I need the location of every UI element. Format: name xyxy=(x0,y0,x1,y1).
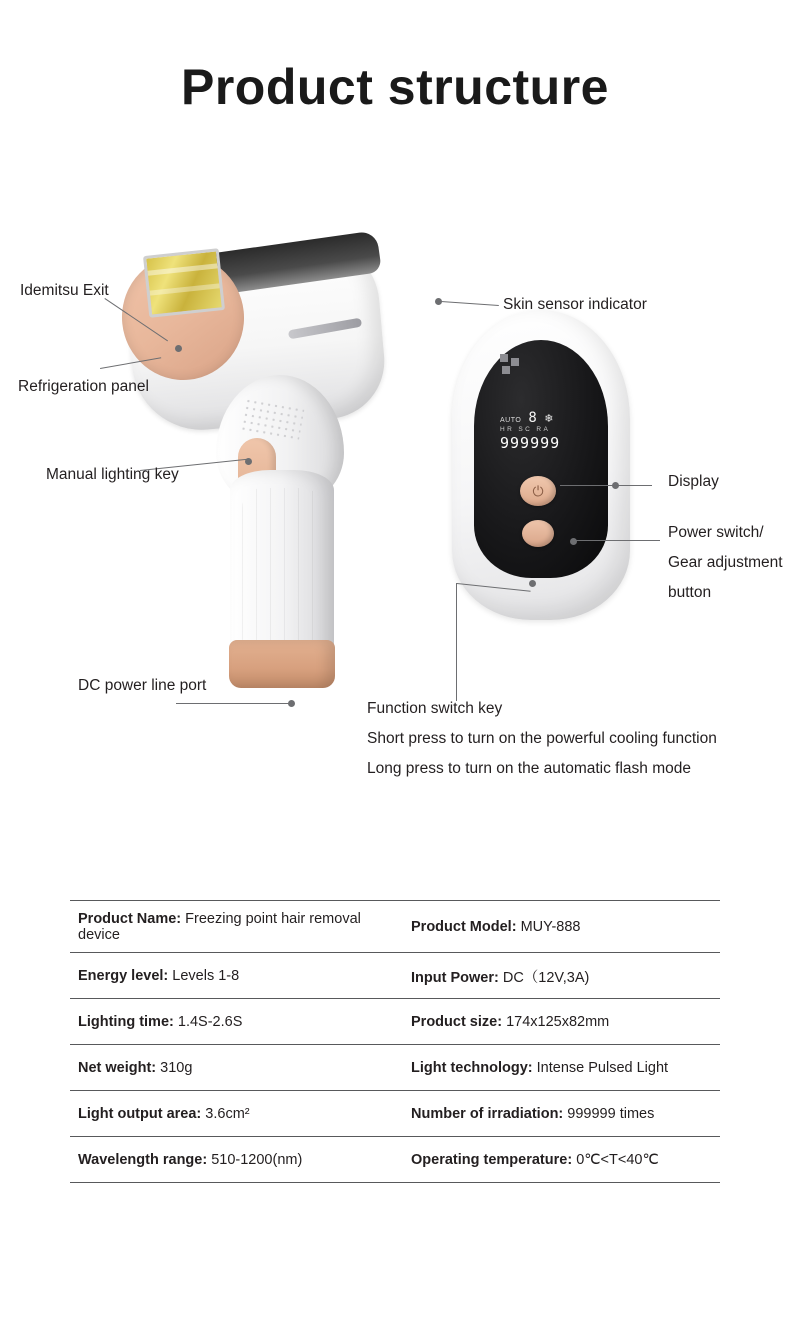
light-exit-window xyxy=(143,248,225,318)
label-function-switch-key: Function switch key xyxy=(367,700,503,717)
back-black-panel xyxy=(474,340,608,578)
label-power-switch-line2: Gear adjustment xyxy=(668,554,783,571)
display-counter: 999999 xyxy=(500,434,561,452)
label-skin-sensor-indicator: Skin sensor indicator xyxy=(503,296,647,313)
table-row xyxy=(70,999,720,1045)
leader-line-display xyxy=(560,485,652,486)
leader-line-skin-sensor xyxy=(441,301,499,306)
spec-value: MUY-888 xyxy=(520,919,581,935)
page-title: Product structure xyxy=(180,59,609,115)
spec-key: Number of irradiation: xyxy=(411,1106,564,1122)
spec-key: Product size: xyxy=(411,1014,503,1030)
leader-dot-function-key xyxy=(529,580,536,587)
spec-cell-left xyxy=(70,1045,395,1091)
spec-key: Input Power: xyxy=(411,969,499,986)
function-switch-button[interactable] xyxy=(522,520,554,547)
spec-cell-left xyxy=(70,953,395,999)
specification-table xyxy=(70,900,720,1183)
label-display: Display xyxy=(668,473,719,490)
spec-cell-right xyxy=(395,1091,720,1137)
snowflake-icon: ❄ xyxy=(544,413,554,425)
leader-line-power-switch xyxy=(576,540,660,541)
product-diagram xyxy=(0,200,790,840)
spec-value: 510-1200(nm) xyxy=(211,1152,303,1168)
spec-key: Wavelength range: xyxy=(78,1152,208,1168)
spec-key: Lighting time: xyxy=(78,1014,174,1030)
spec-key: Light technology: xyxy=(411,1060,533,1076)
spec-cell-left xyxy=(70,1137,395,1183)
label-manual-lighting-key: Manual lighting key xyxy=(46,466,179,483)
spec-value: Intense Pulsed Light xyxy=(536,1060,669,1076)
specification-table-body xyxy=(70,901,720,1183)
label-idemitsu-exit: Idemitsu Exit xyxy=(20,282,109,299)
label-function-note-2: Long press to turn on the automatic flash mode xyxy=(367,760,691,777)
spec-value: Levels 1-8 xyxy=(172,968,240,984)
spec-cell-right xyxy=(395,953,720,999)
display-auto-label: AUTO xyxy=(500,417,522,424)
spec-key: Net weight: xyxy=(78,1060,157,1076)
spec-cell-right xyxy=(395,901,720,953)
label-power-switch-line3: button xyxy=(668,584,712,601)
table-row xyxy=(70,1045,720,1091)
spec-cell-left xyxy=(70,1091,395,1137)
table-row xyxy=(70,1091,720,1137)
spec-key: Operating temperature: xyxy=(411,1152,573,1168)
spec-cell-right xyxy=(395,1045,720,1091)
spec-value: DC（12V,3A) xyxy=(502,969,590,986)
spec-value: 999999 times xyxy=(567,1106,655,1122)
display-screen xyxy=(500,412,584,458)
handle-grip-lines xyxy=(242,488,322,658)
leader-line-dc-port xyxy=(176,703,292,704)
table-row xyxy=(70,953,720,999)
spec-key: Product Name: xyxy=(78,911,182,927)
table-row xyxy=(70,901,720,953)
spec-key: Energy level: xyxy=(78,968,169,984)
display-mode-labels: HR SC RA xyxy=(500,426,551,433)
label-power-switch-line1: Power switch/ xyxy=(668,524,764,541)
label-function-note-1: Short press to turn on the powerful cooling function xyxy=(367,730,717,747)
spec-key: Light output area: xyxy=(78,1106,202,1122)
spec-value: 310g xyxy=(160,1060,193,1076)
spec-value: 1.4S-2.6S xyxy=(177,1014,243,1030)
brand-logo-icon xyxy=(500,354,520,374)
spec-cell-left xyxy=(70,999,395,1045)
spec-value: Freezing point hair removal device xyxy=(78,911,361,943)
spec-cell-right xyxy=(395,999,720,1045)
spec-value: 0℃<T<40℃ xyxy=(576,1152,659,1168)
power-switch-button[interactable]: ⏻ xyxy=(520,476,556,506)
spec-cell-right xyxy=(395,1137,720,1183)
device-back-illustration xyxy=(452,310,630,620)
label-refrigeration-panel: Refrigeration panel xyxy=(18,378,149,395)
label-dc-power-line-port: DC power line port xyxy=(78,677,207,694)
device-base-dc-port xyxy=(229,640,335,688)
spec-value: 174x125x82mm xyxy=(506,1014,610,1030)
spec-key: Product Model: xyxy=(411,919,517,935)
leader-dot-idemitsu xyxy=(175,345,182,352)
spec-cell-left xyxy=(70,901,395,953)
display-level-value: 8 xyxy=(528,410,538,426)
leader-line-function-key-v xyxy=(456,583,457,701)
table-row xyxy=(70,1137,720,1183)
spec-value: 3.6cm² xyxy=(205,1106,250,1122)
